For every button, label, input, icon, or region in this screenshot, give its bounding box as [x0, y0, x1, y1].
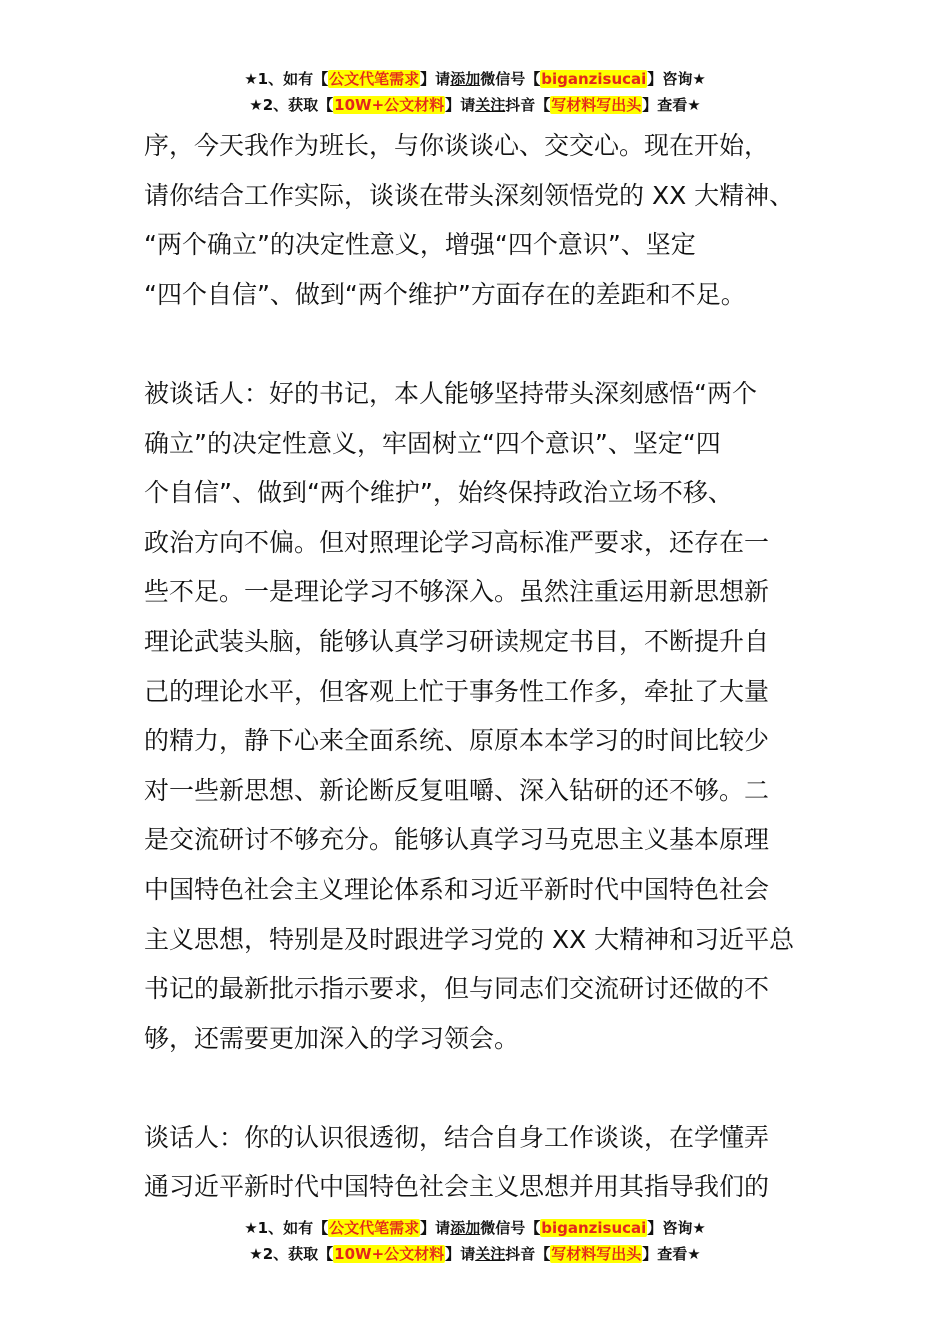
header-banner	[0, 66, 950, 118]
banner-highlight: biganzisucai	[541, 1219, 647, 1237]
banner-emphasis: 添加	[450, 70, 481, 88]
banner-line-2: ★2、获取【10W+公文材料】请关注抖音【写材料写出头】查看★	[249, 96, 701, 114]
text-line: 是交流研讨不够充分。能够认真学习马克思主义基本原理	[144, 825, 770, 855]
text-line: 些不足。一是理论学习不够深入。虽然注重运用新思想新	[144, 577, 770, 607]
text-line: 通习近平新时代中国特色社会主义思想并用其指导我们的	[144, 1172, 770, 1202]
banner-highlight: 公文代笔需求	[329, 1219, 420, 1237]
document-body	[144, 121, 810, 1212]
text-line: 主义思想，特别是及时跟进学习党的 XX 大精神和习近平总	[144, 924, 795, 954]
banner-line-2: ★2、获取【10W+公文材料】请关注抖音【写材料写出头】查看★	[249, 1245, 701, 1263]
text-line: 序，今天我作为班长，与你谈谈心、交交心。现在开始，	[144, 131, 770, 160]
text-line: 够，还需要更加深入的学习领会。	[144, 1023, 520, 1053]
banner-emphasis: 关注	[475, 96, 506, 114]
banner-emphasis: 关注	[475, 1245, 506, 1263]
banner-line-1: ★1、如有【公文代笔需求】请添加微信号【biganzisucai】咨询★	[244, 70, 706, 88]
banner-highlight: 写材料写出头	[551, 1245, 642, 1263]
banner-highlight: 公文代笔需求	[329, 70, 420, 88]
banner-highlight: 写材料写出头	[551, 96, 642, 114]
banner-highlight: 10W+公文材料	[334, 96, 445, 114]
paragraph	[144, 369, 810, 1063]
footer-banner	[0, 1215, 950, 1267]
paragraph	[144, 1113, 810, 1212]
banner-line-1: ★1、如有【公文代笔需求】请添加微信号【biganzisucai】咨询★	[244, 1219, 706, 1237]
text-line: “两个确立”的决定性意义，增强“四个意识”、坚定	[144, 230, 696, 260]
text-line: 理论武装头脑，能够认真学习研读规定书目，不断提升自	[144, 626, 770, 656]
banner-highlight: 10W+公文材料	[334, 1245, 445, 1263]
text-line: 中国特色社会主义理论体系和习近平新时代中国特色社会	[144, 874, 770, 904]
text-line: 请你结合工作实际，谈谈在带头深刻领悟党的 XX 大精神、	[144, 180, 795, 210]
text-line: 的精力，静下心来全面系统、原原本本学习的时间比较少	[144, 726, 770, 756]
banner-highlight: biganzisucai	[541, 70, 647, 88]
text-line: 被谈话人：好的书记，本人能够坚持带头深刻感悟“两个	[144, 378, 757, 408]
text-line: 书记的最新批示指示要求，但与同志们交流研讨还做的不	[144, 974, 770, 1004]
paragraph-spacer	[144, 1063, 810, 1113]
banner-emphasis: 添加	[450, 1219, 481, 1237]
text-line: “四个自信”、做到“两个维护”方面存在的差距和不足。	[144, 279, 746, 309]
paragraph-spacer	[144, 319, 810, 369]
text-line: 个自信”、做到“两个维护”，始终保持政治立场不移、	[144, 478, 733, 508]
paragraph	[144, 121, 810, 319]
text-line: 确立”的决定性意义，牢固树立“四个意识”、坚定“四	[144, 428, 721, 458]
text-line: 政治方向不偏。但对照理论学习高标准严要求，还存在一	[144, 527, 770, 557]
text-line: 谈话人：你的认识很透彻，结合自身工作谈谈，在学懂弄	[144, 1122, 770, 1152]
text-line: 己的理论水平，但客观上忙于事务性工作多，牵扯了大量	[144, 676, 770, 706]
text-line: 对一些新思想、新论断反复咀嚼、深入钻研的还不够。二	[144, 775, 770, 805]
